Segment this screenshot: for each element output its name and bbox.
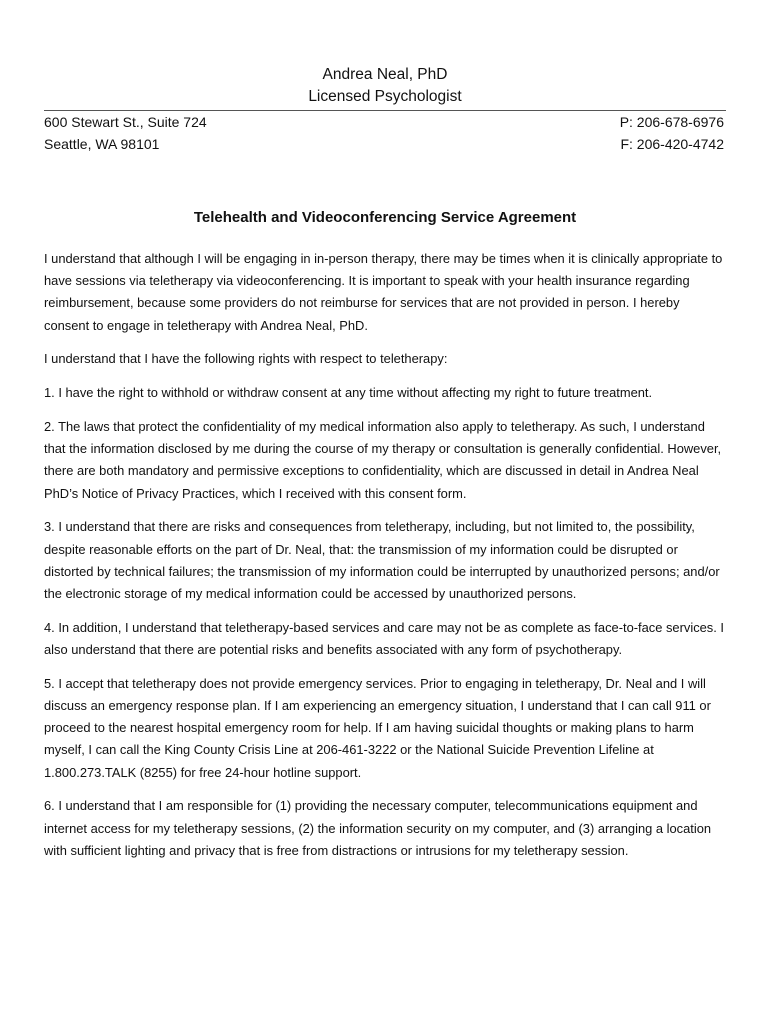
provider-title: Licensed Psychologist	[308, 88, 462, 105]
paragraph-item-2: 2. The laws that protect the confidentiality of my medical information also apply to teletherapy. As such, I understand that the information disclosed by me during the course of my therapy or consultation is generally confidential. However, there are both mandatory and permissive exceptions to confidentiality, which are discussed in detail in Andrea Neal PhD’s Notice of Privacy Practices, which I received with this consent form.	[44, 419, 722, 501]
address-line-2: Seattle, WA 98101	[44, 136, 160, 152]
fax-number: F: 206-420-4742	[620, 136, 724, 152]
letterhead-row-1	[44, 111, 726, 133]
phone-number: P: 206-678-6976	[619, 114, 724, 130]
paragraph-item-4: 4. In addition, I understand that teletherapy-based services and care may not be as complete as face-to-face services. I also understand that there are potential risks and benefits associated with any form of psychotherapy.	[44, 619, 724, 658]
paragraph-item-6: 6. I understand that I am responsible for (1) providing the necessary computer, telecommunications equipment and internet access for my teletherapy sessions, (2) the information security on my computer, and (3) arranging a location with sufficient lighting and privacy that is free from distractions or intrusions for my teletherapy session.	[44, 798, 712, 858]
paragraph-intro: I understand that although I will be engaging in in-person therapy, there may be times when it is clinically appropriate to have sessions via teletherapy via videoconferencing. It is important to speak with your health insurance regarding reimbursement, because some providers do not reimburse for services that are not provided in person. I hereby consent to engage in teletherapy with Andrea Neal, PhD.	[44, 251, 723, 333]
letterhead-row-2	[44, 133, 726, 155]
address-line-1: 600 Stewart St., Suite 724	[44, 114, 207, 130]
paragraph-item-5: 5. I accept that teletherapy does not provide emergency services. Prior to engaging in teletherapy, Dr. Neal and I will discuss an emergency response plan. If I am experiencing an emergency situation, I understand that I can call 911 or proceed to the nearest hospital emergency room for help. If I am having suicidal thoughts or making plans to harm myself, I can call the King County Crisis Line at 206-461-3222 or the National Suicide Prevention Lifeline at 1.800.273.TALK (8255) for free 24-hour hotline support.	[44, 675, 711, 780]
provider-name: Andrea Neal, PhD	[322, 66, 448, 83]
document-title: Telehealth and Videoconferencing Service Agreement	[193, 209, 577, 226]
paragraph-item-1: 1. I have the right to withhold or withdraw consent at any time without affecting my right to future treatment.	[44, 385, 653, 401]
letterhead	[44, 64, 726, 155]
paragraph-rights-lead: I understand that I have the following rights with respect to teletherapy:	[44, 351, 448, 367]
document-body	[44, 248, 728, 874]
paragraph-item-3: 3. I understand that there are risks and consequences from teletherapy, including, but not limited to, the possibility, despite reasonable efforts on the part of Dr. Neal, that: the transmission of my information could be disrupted or distorted by technical failures; the transmission of my information could be interrupted by unauthorized persons; and/or the electronic storage of my medical information could be accessed by unauthorized persons.	[44, 519, 720, 602]
